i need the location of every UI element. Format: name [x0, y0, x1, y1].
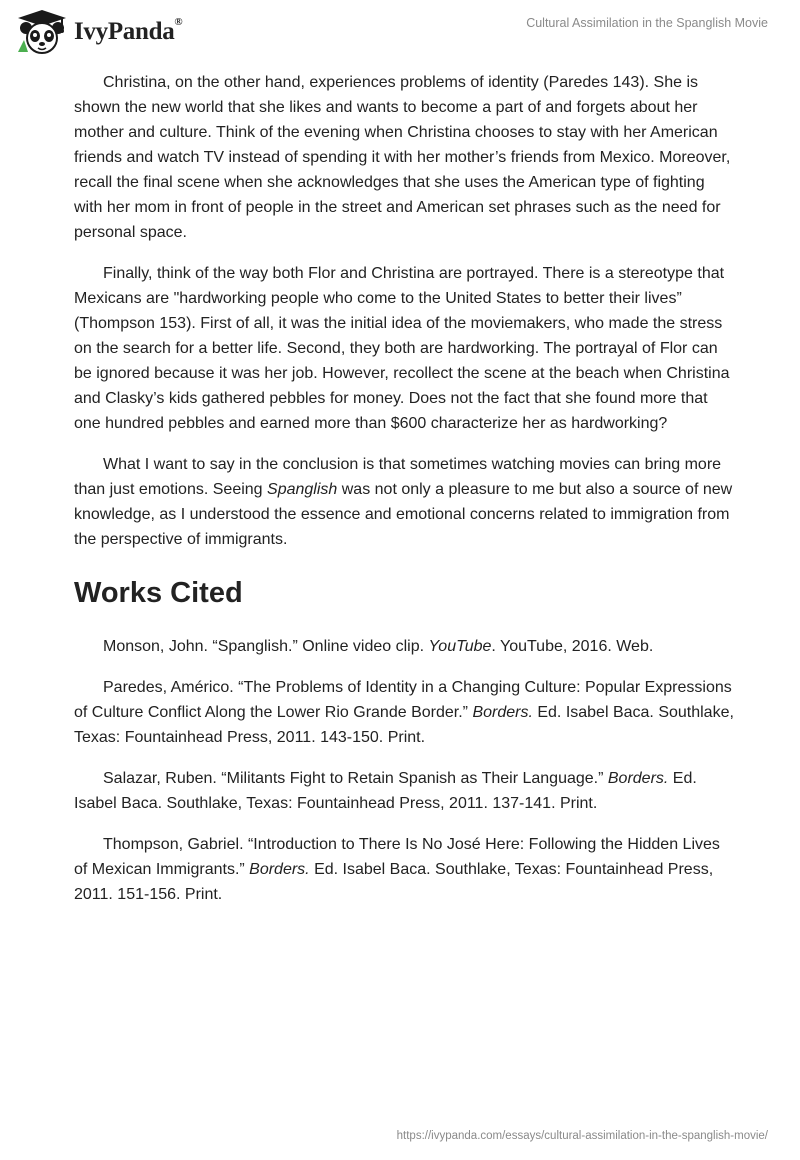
page-header — [0, 0, 800, 70]
essay-content — [74, 70, 734, 923]
movie-title: Spanglish — [267, 481, 338, 498]
body-paragraph: Finally, think of the way both Flor and Christina are portrayed. There is a stereotype that Mexicans are "hardworking people who come to the United States to better their lives” (Thompson 153). First of all, it was the initial idea of the moviemakers, who made the stress on the search for a better life. Second, they both are hardworking. The portrayal of Flor can be ignored because it was her job. However, recollect the scene at the beach when Christina and Clasky’s kids gathered pebbles for money. Does not the fact that she found more that one hundred pebbles and earned more than $600 characterize her as hardworking? — [74, 265, 730, 432]
citation-entry: Thompson, Gabriel. “Introduction to There Is No José Here: Following the Hidden Lives of Mexican Immigrants.” Borders. Ed. Isabel Baca. Southlake, Texas: Fountainhead Press, 2011. 151-156. Print. — [74, 836, 720, 903]
source-url-link[interactable]: https://ivypanda.com/essays/cultural-assimilation-in-the-spanglish-movie/ — [396, 1130, 768, 1142]
panda-graduate-icon — [14, 8, 70, 56]
citation-entry: Monson, John. “Spanglish.” Online video clip. YouTube. YouTube, 2016. Web. — [103, 638, 654, 655]
document-title: Cultural Assimilation in the Spanglish Movie — [526, 16, 768, 30]
works-cited-heading: Works Cited — [74, 577, 243, 609]
ivypanda-logo[interactable] — [14, 8, 182, 56]
body-paragraph: What I want to say in the conclusion is that sometimes watching movies can bring more than just emotions. Seeing Spanglish was not only a pleasure to me but also a source of new knowledge, as I understood the essence and emotional concerns related to immigration from the perspective of immigrants. — [74, 456, 733, 548]
brand-name: IvyPanda® — [74, 16, 183, 45]
body-paragraph: Christina, on the other hand, experiences problems of identity (Paredes 143). She is shown the new world that she likes and wants to become a part of and forgets about her mother and culture. Think of the evening when Christina chooses to stay with her American friends and watch TV instead of spending it with her mother’s friends from Mexico. Moreover, recall the final scene when she acknowledges that she uses the American type of fighting with her mom in front of people in the street and American set phrases such as the need for personal space. — [74, 74, 731, 241]
citation-entry: Salazar, Ruben. “Militants Fight to Retain Spanish as Their Language.” Borders. Ed. Isabel Baca. Southlake, Texas: Fountainhead Press, 2011. 137-141. Print. — [74, 770, 697, 812]
citation-entry: Paredes, Américo. “The Problems of Identity in a Changing Culture: Popular Expressions of Culture Conflict Along the Lower Rio Grande Border.” Borders. Ed. Isabel Baca. Southlake, Texas: Fountainhead Press, 2011. 143-150. Print. — [74, 679, 734, 746]
